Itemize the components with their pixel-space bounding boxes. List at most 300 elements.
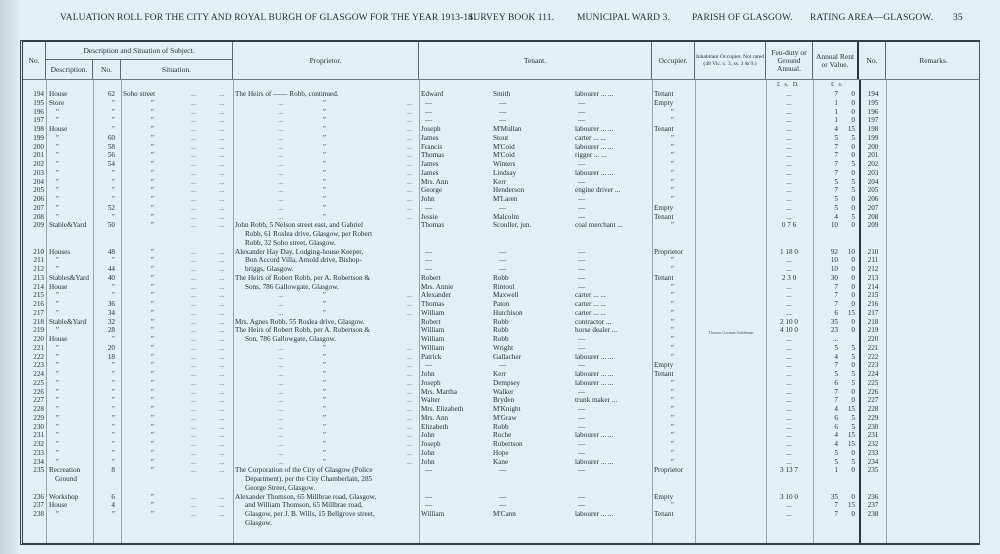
rent-pounds: 1: [834, 98, 838, 107]
occupier-status: ″: [671, 142, 674, 151]
tenant-surname: Kerr: [493, 370, 507, 378]
situation: ″: [151, 116, 154, 125]
leader-dots: ...: [278, 291, 284, 300]
entry-number-right: 207: [867, 203, 879, 212]
tenant-first-name: Mrs. Annie: [421, 282, 454, 291]
proprietor-ditto: ″: [323, 116, 326, 125]
occupier-status: ″: [671, 186, 674, 195]
tenant-occupation: engine driver ...: [575, 186, 621, 195]
tenant-occupation: labourer ... ...: [575, 90, 614, 98]
proprietor-ditto: ″: [323, 378, 326, 387]
occupier-status: Empty: [654, 98, 674, 107]
rent-pounds: 7: [834, 186, 838, 195]
tenant-first-name: John: [421, 457, 435, 466]
situation: ″: [151, 221, 154, 230]
rent-shillings: 0: [851, 195, 855, 203]
rent-pounds: 4: [834, 431, 838, 440]
table-row: [23, 160, 979, 169]
entry-number: 206: [33, 195, 44, 203]
leader-dots: ...: [219, 203, 225, 212]
leader-dots: ...: [278, 195, 284, 203]
leader-dots: ...: [191, 466, 197, 475]
tenant-occupation: —: [578, 387, 586, 396]
tenant-surname: M'Cann: [493, 510, 516, 518]
entry-number: 234: [33, 457, 44, 466]
tenant-occupation: coal merchant ...: [575, 221, 623, 230]
tenant-first-name: —: [425, 116, 433, 125]
street-number: ″: [112, 448, 115, 457]
table-row: [23, 449, 979, 458]
tenant-first-name: —: [425, 247, 433, 256]
leader-dots: ...: [219, 457, 225, 466]
table-row: [23, 90, 979, 99]
tenant-surname: —: [499, 265, 507, 273]
leader-dots: ...: [407, 195, 413, 203]
entry-number: 207: [33, 203, 44, 212]
feu-duty: ...: [786, 343, 792, 352]
entry-number: 200: [33, 142, 44, 151]
rent-pounds: 7: [834, 282, 838, 291]
situation: ″: [151, 282, 154, 291]
leader-dots: ...: [278, 361, 284, 370]
leader-dots: ...: [191, 317, 197, 326]
occupier-status: ″: [671, 335, 674, 343]
description: Stable&Yard: [49, 317, 87, 326]
proprietor-ditto: ″: [323, 160, 326, 168]
rent-shillings: 0: [851, 300, 855, 308]
table-row: [23, 431, 979, 440]
leader-dots: ...: [191, 492, 197, 501]
leader-dots: ...: [191, 221, 197, 230]
description: ″: [56, 151, 59, 160]
street-number: ″: [112, 431, 115, 440]
situation: ″: [151, 501, 154, 510]
leader-dots: ...: [219, 308, 225, 317]
tenant-first-name: John: [421, 370, 435, 378]
rent-shillings: 5: [851, 422, 855, 431]
feu-duty: ...: [786, 256, 792, 265]
tenant-occupation: —: [578, 440, 586, 448]
leader-dots: ...: [219, 90, 225, 98]
occupier-status: ″: [671, 265, 674, 273]
description: ″: [56, 361, 59, 370]
description: ″: [56, 133, 59, 142]
leader-dots: ...: [407, 98, 413, 107]
feu-duty: ...: [786, 98, 792, 107]
table-row: [23, 379, 979, 388]
occupier-status: Tenant: [654, 370, 674, 378]
leader-dots: ...: [191, 405, 197, 413]
street-number: ″: [112, 282, 115, 291]
entry-number-right: 228: [867, 405, 879, 413]
tenant-surname: Maxwell: [493, 291, 519, 300]
entry-number: 201: [33, 151, 44, 160]
proprietor-ditto: ″: [323, 396, 326, 405]
entry-number-right: 223: [867, 361, 879, 370]
table-row: [23, 414, 979, 423]
feu-duty: ...: [786, 291, 792, 300]
table-row: [23, 361, 979, 370]
rent-shillings: 5: [851, 177, 855, 186]
description: Stable&Yard: [49, 221, 87, 230]
leader-dots: ...: [407, 396, 413, 405]
leader-dots: ...: [191, 186, 197, 195]
tenant-surname: Gallacher: [493, 352, 521, 361]
table-row: [23, 265, 979, 274]
tenant-surname: M'Graw: [493, 413, 517, 422]
tenant-occupation: labourer ... ...: [575, 370, 614, 378]
leader-dots: ...: [219, 326, 225, 335]
occupier-status: ″: [671, 300, 674, 308]
table-row: [23, 221, 979, 247]
entry-number: 212: [33, 265, 44, 273]
occupier-status: ″: [671, 308, 674, 317]
leader-dots: ...: [219, 247, 225, 256]
tenant-first-name: Thomas: [421, 151, 445, 160]
rent-pounds: 7: [834, 361, 838, 370]
leader-dots: ...: [407, 457, 413, 466]
tenant-occupation: —: [578, 247, 586, 256]
feu-duty: 3 13 7: [780, 466, 798, 475]
street-number: 6: [111, 492, 115, 501]
survey-book: SURVEY BOOK 111.: [468, 13, 555, 23]
entry-number-right: 236: [867, 492, 879, 501]
tenant-surname: Hope: [493, 448, 509, 457]
table-row: [23, 151, 979, 160]
tenant-first-name: Joseph: [421, 378, 441, 387]
entry-number-right: 234: [867, 457, 879, 466]
description: Workshop: [49, 492, 79, 501]
leader-dots: ...: [278, 396, 284, 405]
description: ″: [56, 203, 59, 212]
feu-duty: ...: [786, 125, 792, 133]
leader-dots: ...: [191, 510, 197, 518]
situation: ″: [151, 405, 154, 413]
tenant-occupation: labourer ... ...: [575, 125, 614, 133]
tenant-surname: Lindsay: [493, 168, 517, 177]
table-body: [23, 90, 979, 528]
leader-dots: ...: [407, 168, 413, 177]
leader-dots: ...: [219, 466, 225, 475]
occupier-status: ″: [671, 396, 674, 405]
tenant-first-name: Jessie: [421, 212, 438, 221]
rent-pounds: 35: [830, 317, 838, 326]
entry-number-right: 201: [867, 151, 879, 160]
entry-number: 232: [33, 440, 44, 448]
feu-duty: ...: [786, 203, 792, 212]
leader-dots: ...: [219, 492, 225, 501]
leader-dots: ...: [219, 107, 225, 116]
tenant-surname: —: [499, 247, 507, 256]
table-row: [23, 99, 979, 108]
rent-shillings: 15: [847, 440, 855, 448]
street-number: ″: [112, 440, 115, 448]
table-row: [23, 204, 979, 213]
tenant-occupation: carter ... ...: [575, 133, 606, 142]
rent-shillings: 15: [847, 431, 855, 440]
proprietor-ditto: ″: [323, 343, 326, 352]
leader-dots: ...: [407, 142, 413, 151]
rent-shillings: 5: [851, 370, 855, 378]
description: ″: [56, 440, 59, 448]
rent-pounds: 5: [834, 203, 838, 212]
tenant-first-name: Thomas: [421, 300, 445, 308]
entry-number-right: 194: [867, 90, 879, 98]
entry-number: 226: [33, 387, 44, 396]
street-number: 18: [107, 352, 115, 361]
description: ″: [56, 160, 59, 168]
entry-number: 224: [33, 370, 44, 378]
entry-number: 194: [33, 90, 44, 98]
entry-number: 227: [33, 396, 44, 405]
table-row: [23, 396, 979, 405]
occupier-status: ″: [671, 317, 674, 326]
leader-dots: ...: [191, 291, 197, 300]
occupier-status: ″: [671, 151, 674, 160]
tenant-surname: Kerr: [493, 177, 507, 186]
leader-dots: ...: [219, 510, 225, 518]
table-row: [23, 405, 979, 414]
col-tenant: Tenant.: [419, 42, 652, 79]
entry-number: 215: [33, 291, 44, 300]
entry-number: 213: [33, 273, 44, 282]
feu-duty: ...: [786, 151, 792, 160]
description: ″: [56, 396, 59, 405]
leader-dots: ...: [191, 343, 197, 352]
proprietor-ditto: ″: [323, 203, 326, 212]
tenant-first-name: Thomas: [421, 221, 445, 230]
feu-duty: ...: [786, 133, 792, 142]
description: ″: [56, 177, 59, 186]
leader-dots: ...: [219, 273, 225, 282]
description: ″: [56, 300, 59, 308]
tenant-surname: Paton: [493, 300, 510, 308]
street-number: ″: [112, 291, 115, 300]
leader-dots: ...: [219, 98, 225, 107]
occupier-status: ″: [671, 448, 674, 457]
situation: ″: [151, 335, 154, 343]
leader-dots: ...: [407, 308, 413, 317]
leader-dots: ...: [278, 370, 284, 378]
description: Store: [49, 98, 65, 107]
rent-pounds: 4: [834, 352, 838, 361]
leader-dots: ...: [219, 265, 225, 273]
leader-dots: ...: [407, 160, 413, 168]
occupier-status: ″: [671, 352, 674, 361]
col-proprietor: Proprietor.: [233, 42, 419, 79]
description: ″: [56, 186, 59, 195]
tenant-surname: Smith: [493, 90, 511, 98]
rent-shillings: 0: [851, 256, 855, 265]
occupier-status: ″: [671, 116, 674, 125]
leader-dots: ...: [219, 116, 225, 125]
feu-duty: ...: [786, 308, 792, 317]
entry-number-right: 214: [867, 282, 879, 291]
description: ″: [56, 291, 59, 300]
leader-dots: ...: [219, 317, 225, 326]
rent-shillings: 5: [851, 413, 855, 422]
rent-shillings: 0: [851, 151, 855, 160]
tenant-surname: —: [499, 466, 507, 475]
tenant-surname: Kane: [493, 457, 509, 466]
rent-shillings: 0: [851, 142, 855, 151]
entry-number: 199: [33, 133, 44, 142]
feu-duty: 0 7 6: [781, 221, 797, 230]
occupier-status: Empty: [654, 492, 674, 501]
entry-number: 220: [33, 335, 44, 343]
rent-pounds: 30: [830, 273, 838, 282]
proprietor-line: Department), per the City Chamberlain, 285: [245, 475, 373, 483]
table-row: [23, 326, 979, 335]
tenant-occupation: —: [578, 177, 586, 186]
street-number: ″: [112, 186, 115, 195]
proprietor-ditto: ″: [323, 370, 326, 378]
rent-shillings: 0: [851, 265, 855, 273]
proprietor-line: Bon Accord Villa, Arnold drive, Bishop-: [245, 256, 362, 265]
tenant-occupation: —: [578, 413, 586, 422]
leader-dots: ...: [191, 168, 197, 177]
situation: ″: [151, 387, 154, 396]
occupier-status: ″: [671, 413, 674, 422]
tenant-first-name: Mrs. Elizabeth: [421, 405, 464, 413]
proprietor-ditto: ″: [323, 195, 326, 203]
description: ″: [56, 168, 59, 177]
entry-number: 195: [33, 98, 44, 107]
entry-number: 229: [33, 413, 44, 422]
situation: ″: [151, 317, 154, 326]
proprietor-ditto: ″: [323, 133, 326, 142]
description-line-2: Ground: [55, 475, 77, 483]
entry-number-right: 198: [867, 125, 879, 133]
tenant-surname: Malcolm: [493, 212, 519, 221]
situation: ″: [151, 247, 154, 256]
entry-number: 228: [33, 405, 44, 413]
leader-dots: ...: [278, 142, 284, 151]
leader-dots: ...: [191, 326, 197, 335]
currency-row: [23, 80, 979, 90]
street-number: 58: [107, 142, 115, 151]
leader-dots: ...: [407, 413, 413, 422]
entry-number: 196: [33, 107, 44, 116]
occupier-status: Tenant: [654, 125, 674, 133]
tenant-occupation: carter ... ...: [575, 291, 606, 300]
proprietor-ditto: ″: [323, 457, 326, 466]
entry-number-right: 237: [867, 501, 879, 510]
description: ″: [56, 510, 59, 518]
entry-number: 221: [33, 343, 44, 352]
table-row: [23, 370, 979, 379]
tenant-occupation: —: [578, 501, 586, 510]
leader-dots: ...: [191, 282, 197, 291]
tenant-first-name: Patrick: [421, 352, 442, 361]
description: House: [49, 501, 68, 510]
entry-number-right: 213: [867, 273, 879, 282]
rent-pounds: 5: [834, 177, 838, 186]
entry-number: 209: [33, 221, 44, 230]
situation: ″: [151, 256, 154, 265]
leader-dots: ...: [191, 177, 197, 186]
leader-dots: ...: [191, 308, 197, 317]
occupier-status: ″: [671, 168, 674, 177]
entry-number-right: 211: [867, 256, 879, 265]
feu-duty: 1 18 0: [780, 247, 798, 256]
situation: ″: [151, 142, 154, 151]
proprietor-ditto: ″: [323, 98, 326, 107]
parish: PARISH OF GLASGOW.: [692, 13, 793, 23]
table-row: [23, 353, 979, 362]
entry-number: 235: [33, 466, 44, 475]
tenant-surname: Robb: [493, 422, 509, 431]
leader-dots: ...: [219, 361, 225, 370]
tenant-surname: —: [499, 98, 507, 107]
occupier-status: Tenant: [654, 90, 674, 98]
description: ″: [56, 195, 59, 203]
proprietor-ditto: ″: [323, 387, 326, 396]
table-row: [23, 195, 979, 204]
tenant-first-name: Robert: [421, 273, 441, 282]
tenant-first-name: Mrs. Martha: [421, 387, 457, 396]
entry-number-right: 209: [867, 221, 879, 230]
rent-pounds: 5: [834, 195, 838, 203]
tenant-surname: Henderson: [493, 186, 525, 195]
street-number: 60: [107, 133, 115, 142]
col-feu-duty: Feu-duty or Ground Annual.: [766, 42, 813, 79]
rent-shillings: 0: [851, 116, 855, 125]
description: House: [49, 90, 68, 98]
rent-pounds: 10: [830, 265, 838, 273]
tenant-occupation: trunk maker ...: [575, 396, 618, 405]
tenant-surname: Stout: [493, 133, 509, 142]
tenant-occupation: —: [578, 273, 586, 282]
col-num: No.: [93, 60, 121, 79]
entry-number: 202: [33, 160, 44, 168]
entry-number-right: 197: [867, 116, 879, 125]
street-number: ″: [112, 405, 115, 413]
leader-dots: ...: [278, 151, 284, 160]
street-number: 36: [107, 300, 115, 308]
tenant-first-name: Robert: [421, 317, 441, 326]
rent-pounds: 7: [834, 160, 838, 168]
municipal-ward: MUNICIPAL WARD 3.: [577, 13, 670, 23]
feu-duty: ...: [786, 168, 792, 177]
tenant-occupation: —: [578, 282, 586, 291]
tenant-first-name: James: [421, 168, 439, 177]
tenant-occupation: —: [578, 98, 586, 107]
leader-dots: ...: [191, 247, 197, 256]
entry-number: 204: [33, 177, 44, 186]
leader-dots: ...: [191, 256, 197, 265]
occupier-status: Tenant: [654, 510, 674, 518]
entry-number: 223: [33, 361, 44, 370]
description: ″: [56, 352, 59, 361]
rent-pounds: 7: [834, 151, 838, 160]
table-row: [23, 169, 979, 178]
entry-number-right: 195: [867, 98, 879, 107]
leader-dots: ...: [191, 431, 197, 440]
tenant-first-name: William: [421, 510, 445, 518]
entry-number: 203: [33, 168, 44, 177]
entry-number: 222: [33, 352, 44, 361]
situation: ″: [151, 361, 154, 370]
rent-shillings: 5: [851, 457, 855, 466]
leader-dots: ...: [278, 387, 284, 396]
leader-dots: ...: [407, 361, 413, 370]
proprietor-ditto: ″: [323, 352, 326, 361]
proprietor-ditto: ″: [323, 300, 326, 308]
tenant-surname: Wright: [493, 343, 514, 352]
feu-duty: ...: [786, 370, 792, 378]
leader-dots: ...: [191, 335, 197, 343]
